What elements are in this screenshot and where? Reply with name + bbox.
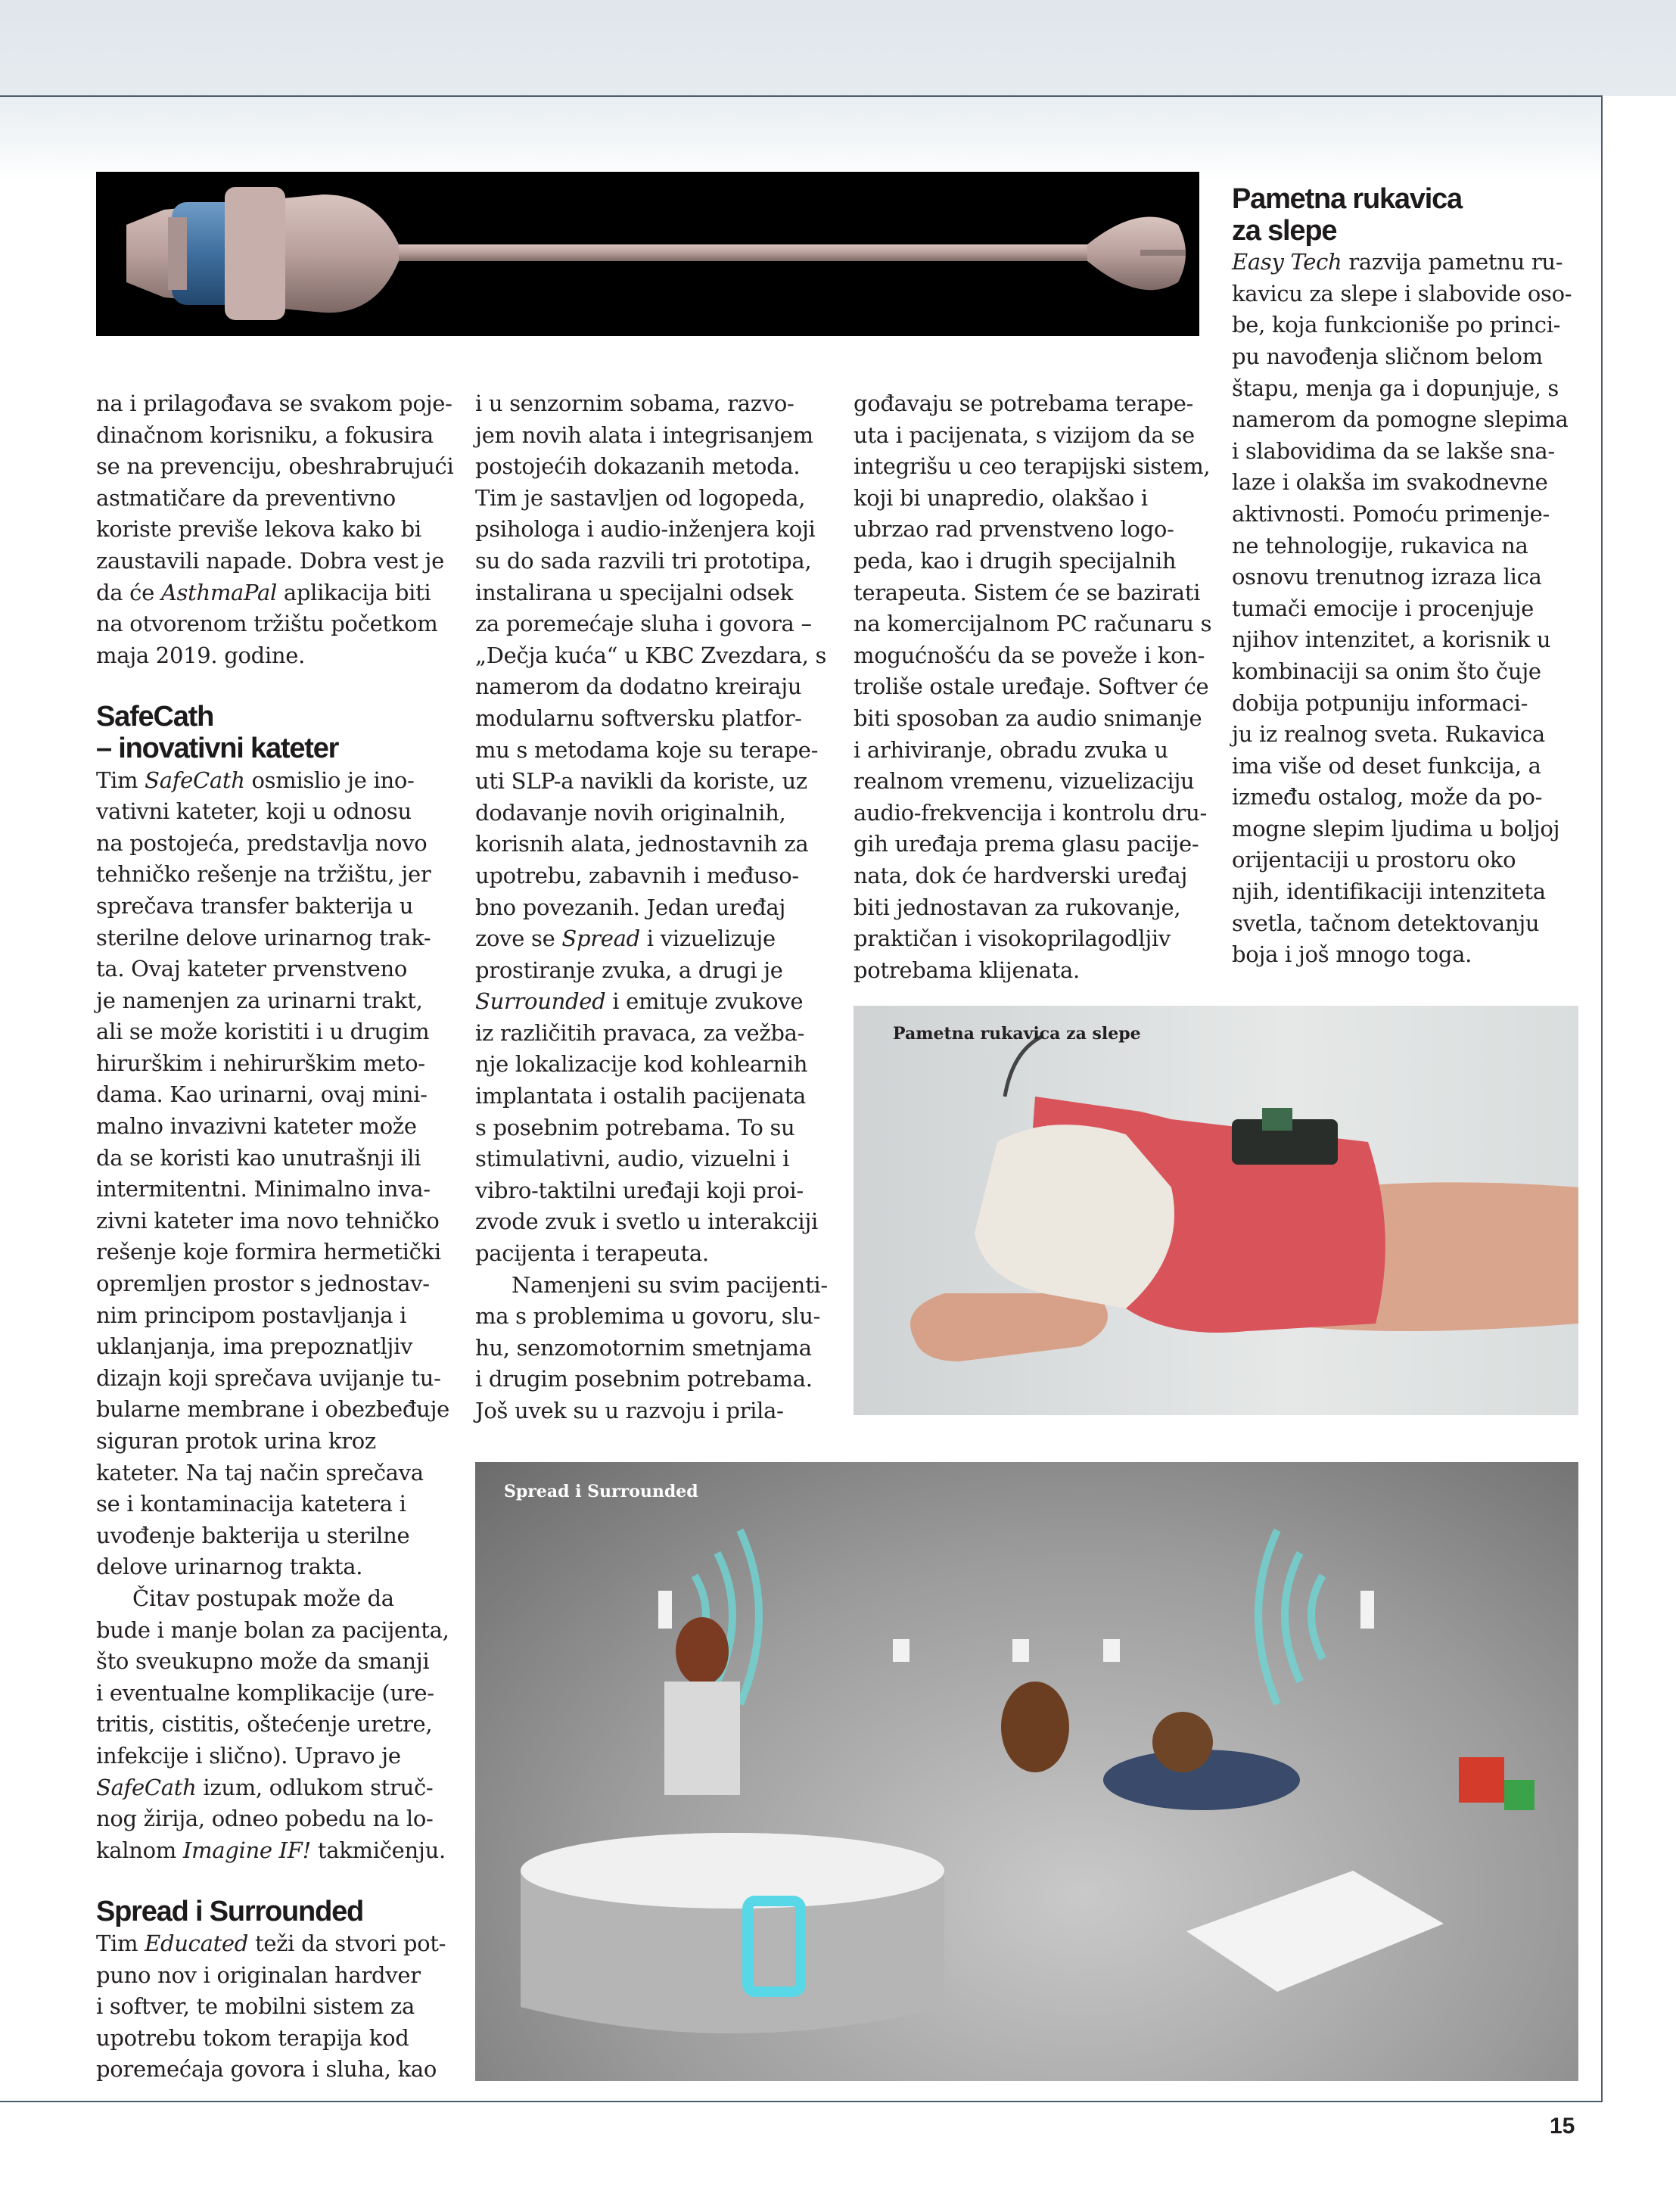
text-line xyxy=(96,1079,452,1111)
text-line xyxy=(1232,436,1587,468)
text-segment: maja 2019. godine. xyxy=(96,642,306,668)
text-line xyxy=(96,954,452,985)
text-segment: malno invazivni kateter može xyxy=(96,1113,417,1140)
text-line xyxy=(854,892,1209,924)
text-segment: kalnom xyxy=(96,1837,183,1863)
text-segment: praktičan i visokoprilagodljiv xyxy=(854,926,1171,952)
text-line xyxy=(96,891,452,922)
text-line xyxy=(96,1615,452,1647)
text-segment: aplikacija biti xyxy=(276,579,431,605)
text-segment: korisnih alata, jednostavnih za xyxy=(475,831,809,857)
text-segment: mogućnošću da se poveže i kon- xyxy=(854,642,1205,668)
text-segment: pu navođenja sličnom belom xyxy=(1232,343,1543,369)
text-line xyxy=(1232,719,1587,751)
text-line xyxy=(475,1081,831,1112)
text-segment: instalirana u specijalni odsek xyxy=(475,579,794,605)
text-line xyxy=(96,1678,452,1710)
text-segment: delove urinarnog trakta. xyxy=(96,1554,363,1580)
text-segment: je namenjen za urinarni trakt, xyxy=(96,987,423,1013)
text-segment: upotrebu tokom terapija kod xyxy=(96,2024,409,2051)
text-segment: astmatičare da preventivno xyxy=(96,484,396,511)
text-line xyxy=(1232,782,1587,814)
text-line xyxy=(96,1709,452,1741)
text-segment: poremećaja govora i sluha, kao xyxy=(96,2056,437,2083)
section-heading: Pametna rukavica xyxy=(1232,183,1462,215)
text-line xyxy=(96,796,452,828)
text-segment: osnovu trenutnog izraza lica xyxy=(1232,564,1542,590)
text-segment: nog žirija, odneo pobedu na lo- xyxy=(96,1806,434,1832)
text-line xyxy=(475,1301,831,1333)
text-line xyxy=(475,1206,831,1238)
text-segment: nim principom postavljanja i xyxy=(96,1302,407,1328)
text-line xyxy=(475,892,831,924)
text-line xyxy=(1232,310,1587,341)
text-line xyxy=(96,420,452,452)
text-line xyxy=(475,986,831,1018)
text-line xyxy=(96,1363,452,1395)
text-segment: ubrzao rad prvenstveno logo- xyxy=(854,516,1174,543)
text-line xyxy=(96,1991,452,2023)
text-line xyxy=(96,546,452,577)
text-line xyxy=(475,514,831,546)
italic-name: Educated xyxy=(145,1930,249,1956)
article-column-2 xyxy=(475,388,831,1427)
glove-illustration xyxy=(854,1006,1578,1415)
text-segment: namerom da dodatno kreiraju xyxy=(475,674,802,700)
text-line xyxy=(475,1112,831,1144)
text-segment: su do sada razvili tri prototipa, xyxy=(475,547,812,574)
text-line xyxy=(96,1489,452,1520)
text-line xyxy=(1232,278,1587,310)
text-line xyxy=(96,1960,452,1992)
italic-name: AsthmaPal xyxy=(160,579,277,605)
text-line xyxy=(854,388,1209,420)
catheter-image xyxy=(96,172,1199,336)
italic-name: SafeCath xyxy=(145,767,245,793)
text-line xyxy=(96,1268,452,1300)
text-segment: hirurškim i nehirurškim meto- xyxy=(96,1050,425,1076)
spread-photo-caption: Spread i Surrounded xyxy=(504,1482,698,1501)
glove-photo-caption: Pametna rukavica za slepe xyxy=(893,1024,1141,1044)
text-line xyxy=(96,2054,452,2086)
text-line xyxy=(854,766,1209,798)
text-segment: i eventualne komplikacije (ure- xyxy=(96,1679,434,1706)
text-line xyxy=(96,1206,452,1237)
smart-glove-photo xyxy=(854,1006,1578,1415)
text-segment: pacijenta i terapeuta. xyxy=(475,1240,709,1267)
text-segment: i arhiviranje, obradu zvuka u xyxy=(854,736,1168,763)
article-column-4-sidebar xyxy=(1232,184,1587,971)
text-segment: i u senzornim sobama, razvo- xyxy=(475,390,794,416)
text-segment: peda, kao i drugih specijalnih xyxy=(854,547,1177,574)
text-segment: jem novih alata i integrisanjem xyxy=(475,422,813,448)
text-segment: vibro-taktilni uređaji koji proi- xyxy=(475,1177,804,1203)
text-segment: bude i manje bolan za pacijenta, xyxy=(96,1616,449,1643)
text-segment: razvija pametnu ru- xyxy=(1342,249,1563,275)
text-segment: nje lokalizacije kod kohlearnih xyxy=(475,1051,808,1078)
text-segment: namerom da pomogne slepima xyxy=(1232,406,1569,433)
text-line xyxy=(96,1583,452,1615)
text-line xyxy=(475,608,831,640)
text-segment: dinačnom korisniku, a fokusira xyxy=(96,422,434,448)
text-segment: što sveukupno može da smanji xyxy=(96,1648,430,1675)
text-line xyxy=(1232,876,1587,908)
text-segment: gođavaju se potrebama terape- xyxy=(854,390,1194,416)
text-line xyxy=(96,1016,452,1048)
therapy-room-illustration xyxy=(475,1462,1578,2081)
text-segment: ali se može koristiti i u drugim xyxy=(96,1019,430,1045)
text-line xyxy=(475,671,831,703)
text-line xyxy=(475,829,831,860)
text-segment: upotrebu, zabavnih i međuso- xyxy=(475,862,799,888)
catheter-illustration xyxy=(96,172,1199,336)
text-segment: vativni kateter, koji u odnosu xyxy=(96,798,412,825)
text-segment: modularnu softversku platfor- xyxy=(475,705,802,731)
text-line xyxy=(1232,247,1587,278)
text-segment: koji bi unapredio, olakšao i xyxy=(854,484,1148,511)
text-line xyxy=(854,483,1209,515)
text-segment: psihologa i audio-inženjera koji xyxy=(475,516,816,543)
text-line xyxy=(96,483,452,515)
text-segment: teži da stvori pot- xyxy=(248,1930,446,1956)
text-line xyxy=(1232,624,1587,656)
text-segment: be, koja funkcioniše po princi- xyxy=(1232,312,1561,338)
text-segment: tumači emocije i procenjuje xyxy=(1232,595,1535,621)
text-line xyxy=(96,640,452,672)
text-segment: kavicu za slepe i slabovide oso- xyxy=(1232,280,1572,306)
text-line xyxy=(1232,404,1587,436)
text-segment: terapeuta. Sistem će se bazirati xyxy=(854,579,1201,605)
text-line xyxy=(96,765,452,797)
italic-name: Spread xyxy=(561,926,640,952)
section-heading: – inovativni kateter xyxy=(96,732,339,764)
text-line xyxy=(96,1174,452,1206)
section-heading: SafeCath xyxy=(96,701,214,733)
text-line xyxy=(475,577,831,609)
text-line xyxy=(96,859,452,891)
text-line xyxy=(475,766,831,798)
italic-name: Easy Tech xyxy=(1232,249,1342,275)
text-line xyxy=(96,1143,452,1174)
article-column-3 xyxy=(854,388,1212,986)
text-segment: i softver, te mobilni sistem za xyxy=(96,1993,415,2020)
text-line xyxy=(1232,341,1587,373)
text-segment: osmislio je ino- xyxy=(244,767,415,793)
text-line xyxy=(475,1395,831,1427)
text-line xyxy=(1232,656,1587,688)
text-segment: na komercijalnom PC računaru s xyxy=(854,611,1212,637)
text-segment: puno nov i originalan hardver xyxy=(96,1962,421,1988)
text-line xyxy=(96,577,452,609)
text-segment: ne tehnologije, rukavica na xyxy=(1232,532,1528,558)
text-segment: intermitentni. Minimalno inva- xyxy=(96,1176,431,1202)
text-segment: štapu, menja ga i dopunjuje, s xyxy=(1232,375,1559,401)
text-line xyxy=(854,703,1209,735)
text-segment: uvođenje bakterija u sterilne xyxy=(96,1522,410,1548)
text-segment: kateter. Na taj način sprečava xyxy=(96,1459,424,1486)
text-line xyxy=(96,388,452,420)
text-segment: zvode zvuk i svetlo u interakciji xyxy=(475,1209,818,1235)
text-segment: stimulativni, audio, vizuelni i xyxy=(475,1146,790,1172)
text-line xyxy=(854,860,1209,892)
text-line xyxy=(1232,467,1587,499)
text-segment: hu, senzomotornim smetnjama xyxy=(475,1334,812,1361)
text-line xyxy=(96,1426,452,1458)
text-line xyxy=(1232,373,1587,405)
text-segment: dizajn koji sprečava uvijanje tu- xyxy=(96,1364,441,1391)
text-segment: takmičenju. xyxy=(310,1837,446,1863)
text-segment: sterilne delove urinarnog trak- xyxy=(96,924,431,950)
text-line xyxy=(1232,814,1587,845)
text-segment: uta i pacijenata, s vizijom da se xyxy=(854,422,1195,448)
text-line xyxy=(854,514,1209,546)
text-segment: zaustavili napade. Dobra vest je xyxy=(96,547,444,574)
text-line xyxy=(854,923,1209,955)
text-line xyxy=(475,640,831,672)
article-column-1 xyxy=(96,388,452,2086)
italic-name: Surrounded xyxy=(475,988,606,1015)
text-segment: Još uvek su u razvoju i prila- xyxy=(475,1398,784,1423)
text-segment: integrišu u ceo terapijski sistem, xyxy=(854,453,1211,480)
text-segment: aktivnosti. Pomoću primenje- xyxy=(1232,500,1550,527)
text-segment: sprečava transfer bakterija u xyxy=(96,892,414,919)
text-segment: biti jednostavan za rukovanje, xyxy=(854,894,1181,920)
text-line xyxy=(475,1364,831,1395)
text-line xyxy=(854,608,1212,640)
text-segment: prostiranje zvuka, a drugi je xyxy=(475,957,783,983)
text-line xyxy=(854,798,1209,829)
text-segment: i emituje zvukove xyxy=(605,988,804,1015)
text-line xyxy=(96,1394,452,1426)
text-segment: Namenjeni su svim pacijenti- xyxy=(512,1271,828,1298)
text-segment: između ostalog, može da po- xyxy=(1232,784,1543,810)
text-line xyxy=(475,923,831,955)
text-segment: uti SLP-a navikli da koriste, uz xyxy=(475,768,807,795)
text-line xyxy=(96,828,452,860)
text-segment: ma s problemima u govoru, slu- xyxy=(475,1303,821,1330)
text-segment: i vizuelizuje xyxy=(639,926,776,952)
text-line xyxy=(475,735,831,767)
text-line xyxy=(96,1111,452,1143)
text-segment: bularne membrane i obezbeđuje xyxy=(96,1396,450,1423)
text-segment: boja i još mnogo toga. xyxy=(1232,941,1472,968)
text-segment: Čitav postupak može da xyxy=(132,1585,394,1611)
text-segment: da se koristi kao unutrašnji ili xyxy=(96,1144,421,1171)
text-line xyxy=(475,420,831,452)
text-line xyxy=(475,1049,831,1081)
text-line xyxy=(475,1175,831,1207)
text-line xyxy=(96,1048,452,1080)
text-line xyxy=(475,860,831,892)
text-line xyxy=(1232,499,1587,530)
text-line xyxy=(854,829,1209,860)
text-line xyxy=(96,1835,452,1867)
text-segment: Tim je sastavljen od logopeda, xyxy=(475,484,806,511)
text-line xyxy=(96,2023,452,2055)
text-segment: Tim xyxy=(96,1930,145,1956)
text-line xyxy=(96,1741,452,1772)
text-segment: i slabovidima da se lakše sna- xyxy=(1232,437,1555,464)
italic-name: SafeCath xyxy=(96,1774,197,1800)
text-line xyxy=(1232,688,1587,720)
text-segment: implantata i ostalih pacijenata xyxy=(475,1083,807,1109)
text-segment: na postojeća, predstavlja novo xyxy=(96,829,428,856)
text-line xyxy=(96,1646,452,1678)
text-line xyxy=(96,1551,452,1583)
text-segment: se i kontaminacija katetera i xyxy=(96,1491,406,1517)
text-segment: i drugim posebnim potrebama. xyxy=(475,1366,813,1392)
text-segment: ima više od deset funkcija, a xyxy=(1232,752,1541,779)
text-line xyxy=(475,546,831,577)
page-number: 15 xyxy=(1550,2114,1575,2139)
text-segment: izum, odlukom struč- xyxy=(196,1774,434,1800)
text-segment: s posebnim potrebama. To su xyxy=(475,1114,795,1140)
text-line xyxy=(854,546,1209,577)
text-segment: mogne slepim ljudima u boljoj xyxy=(1232,815,1560,842)
text-line xyxy=(475,1238,831,1270)
text-segment: zivni kateter ima novo tehničko xyxy=(96,1207,440,1234)
text-segment: iz različitih pravaca, za vežba- xyxy=(475,1019,805,1046)
text-line xyxy=(96,1772,452,1804)
text-segment: Tim xyxy=(96,767,145,793)
text-line xyxy=(854,420,1209,452)
text-segment: realnom vremenu, vizuelizaciju xyxy=(854,768,1195,795)
text-segment: dobija potpuniju informaci- xyxy=(1232,689,1528,716)
text-line xyxy=(96,922,452,954)
text-segment: „Dečja kuća“ u KBC Zvezdara, s xyxy=(475,642,827,668)
text-segment: svetla, tačnom detektovanju xyxy=(1232,910,1540,936)
text-line xyxy=(96,1300,452,1332)
text-line xyxy=(96,1928,452,1960)
text-segment: laze i olakša im svakodnevne xyxy=(1232,469,1548,496)
text-line xyxy=(854,671,1209,703)
text-line xyxy=(1232,908,1587,940)
text-segment: biti sposoban za audio snimanje xyxy=(854,705,1202,731)
section-heading: za slepe xyxy=(1232,214,1337,247)
text-line xyxy=(96,451,452,483)
text-segment: na otvorenom tržištu početkom xyxy=(96,611,438,637)
text-segment: rešenje koje formira hermetički xyxy=(96,1239,441,1265)
text-line xyxy=(1232,530,1587,562)
text-line xyxy=(475,483,831,515)
text-segment: mu s metodama koje su terape- xyxy=(475,736,819,763)
text-line xyxy=(96,1237,452,1268)
page-top-band xyxy=(0,0,1676,96)
text-segment: tritis, cistitis, oštećenje uretre, xyxy=(96,1711,433,1738)
text-segment: koriste previše lekova kako bi xyxy=(96,516,421,543)
text-segment: orijentaciji u prostoru oko xyxy=(1232,847,1516,873)
text-segment: zove se xyxy=(475,926,562,952)
text-line xyxy=(475,955,831,987)
text-line xyxy=(96,608,452,640)
text-line xyxy=(1232,593,1587,625)
text-segment: bno povezanih. Jedan uređaj xyxy=(475,894,786,920)
text-line xyxy=(475,798,831,829)
text-segment: za poremećaje sluha i govora – xyxy=(475,611,812,637)
text-segment: kombinaciji sa onim što čuje xyxy=(1232,658,1541,684)
text-line xyxy=(854,577,1209,609)
text-line xyxy=(475,1270,831,1302)
text-line xyxy=(96,514,452,546)
text-segment: dama. Kao urinarni, ovaj mini- xyxy=(96,1081,428,1108)
text-line xyxy=(854,640,1209,672)
text-line xyxy=(854,735,1209,767)
text-line xyxy=(475,1333,831,1364)
text-line xyxy=(854,955,1209,987)
text-segment: infekcije i slično). Upravo je xyxy=(96,1742,401,1769)
text-line xyxy=(475,1018,831,1050)
text-segment: dodavanje novih originalnih, xyxy=(475,799,786,826)
text-segment: na i prilagođava se svakom poje- xyxy=(96,390,452,416)
text-segment: siguran protok urina kroz xyxy=(96,1428,376,1454)
text-line xyxy=(96,1458,452,1489)
text-segment: se na prevenciju, obeshrabrujući xyxy=(96,453,454,480)
spread-surrounded-photo xyxy=(475,1462,1578,2081)
text-segment: njihov intenzitet, a korisnik u xyxy=(1232,627,1551,653)
text-segment: tehničko rešenje na tržištu, jer xyxy=(96,861,431,888)
text-line xyxy=(1232,939,1587,971)
text-line xyxy=(1232,751,1587,782)
text-segment: audio-frekvencija i kontrolu dru- xyxy=(854,799,1207,826)
text-segment: gih uređaja prema glasu pacije- xyxy=(854,831,1199,857)
text-line xyxy=(1232,845,1587,876)
text-segment: nata, dok će hardverski uređaj xyxy=(854,862,1188,888)
text-line xyxy=(96,1331,452,1363)
text-line xyxy=(475,1143,831,1175)
text-line xyxy=(475,388,831,420)
text-segment: troliše ostale uređaje. Softver će xyxy=(854,674,1209,700)
text-segment: njih, identifikaciji intenziteta xyxy=(1232,879,1546,905)
text-line xyxy=(96,985,452,1017)
text-segment: postojećih dokazanih metoda. xyxy=(475,453,801,480)
text-line xyxy=(1232,562,1587,593)
italic-name: Imagine IF! xyxy=(182,1837,311,1863)
text-segment: uklanjanja, ima prepoznatljiv xyxy=(96,1333,413,1360)
text-line xyxy=(475,451,831,483)
text-line xyxy=(96,1520,452,1552)
section-heading: Spread i Surrounded xyxy=(96,1896,364,1928)
text-segment: ju iz realnog sveta. Rukavica xyxy=(1232,721,1545,748)
text-line xyxy=(475,703,831,735)
text-line xyxy=(96,1803,452,1835)
text-segment: potrebama klijenata. xyxy=(854,957,1080,983)
text-segment: da će xyxy=(96,579,161,605)
text-line xyxy=(854,451,1209,483)
text-segment: opremljen prostor s jednostav- xyxy=(96,1271,430,1297)
text-segment: ta. Ovaj kateter prvenstveno xyxy=(96,956,408,982)
